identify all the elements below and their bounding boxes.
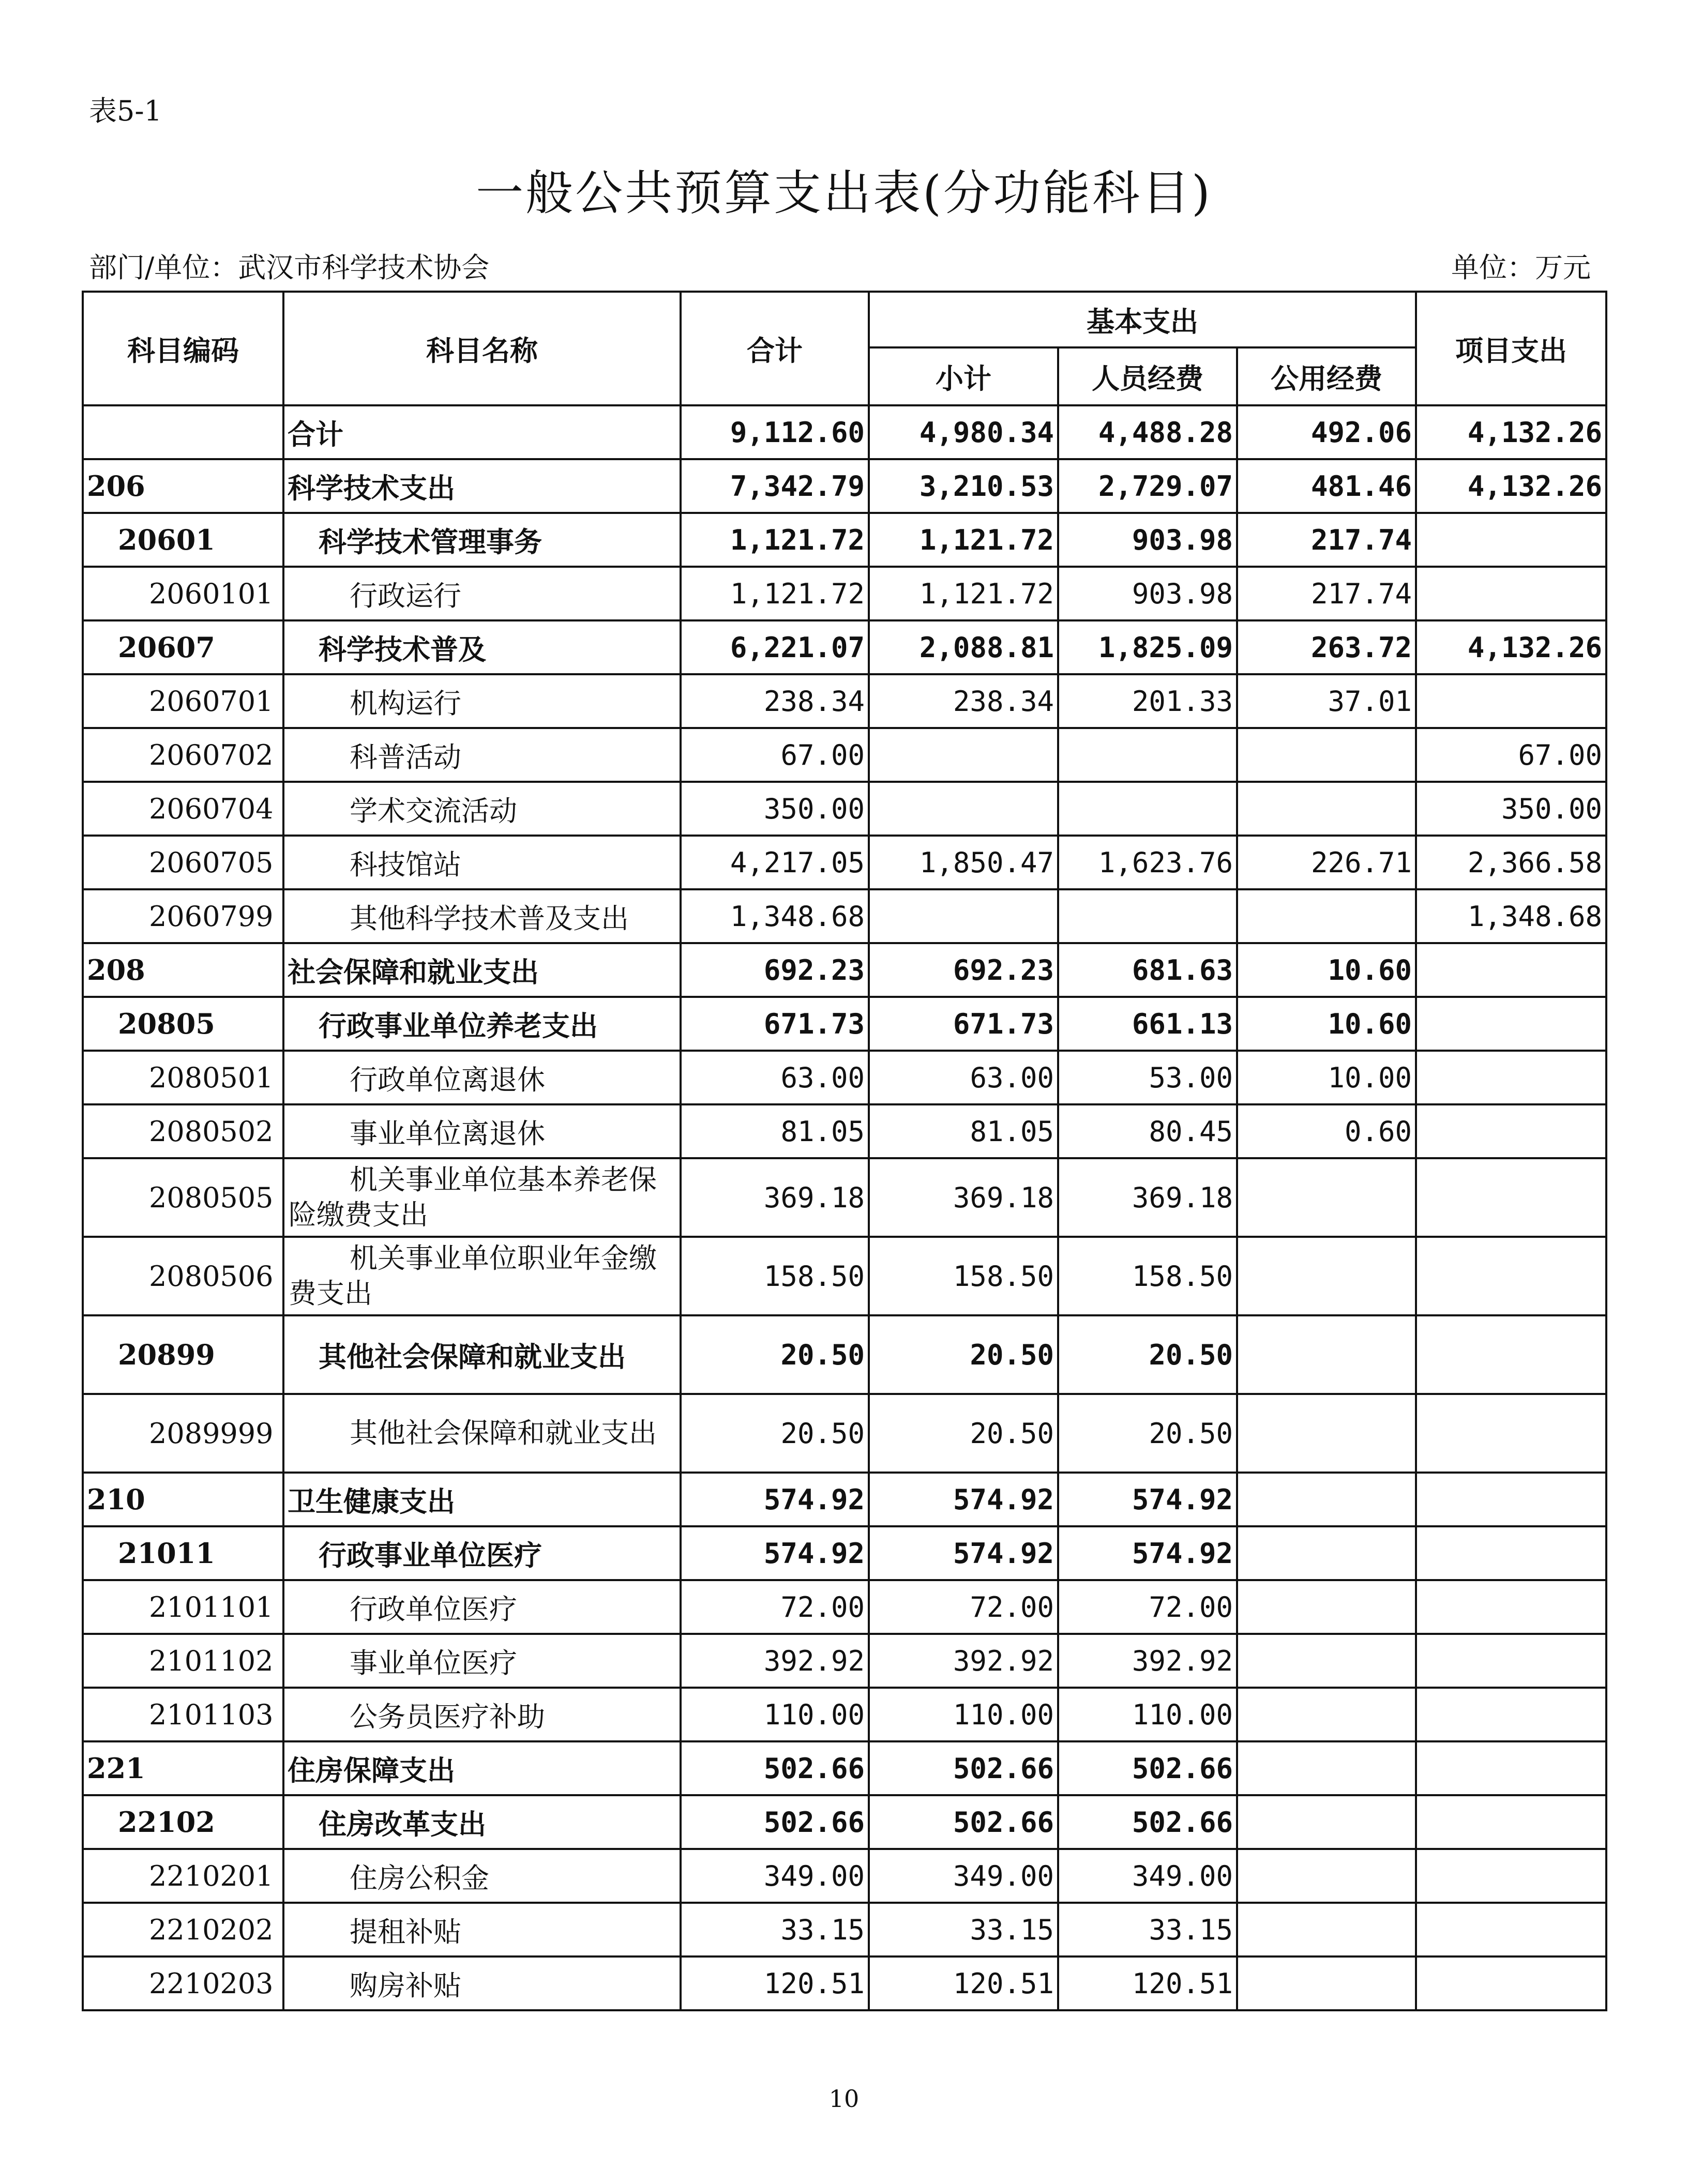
code-cell: 21011 [83,1526,283,1580]
name-cell: 行政单位离退休 [283,1051,681,1104]
project-cell: 2,366.58 [1416,836,1606,889]
name-cell: 其他科学技术普及支出 [283,889,681,943]
table-body [83,405,1606,2010]
code-cell: 2101103 [83,1688,283,1741]
subtotal-cell [869,889,1058,943]
unit-label: 单位：万元 [1451,251,1591,284]
public-cell [1237,782,1416,836]
table-row [83,1237,1606,1315]
personnel-cell: 72.00 [1058,1580,1237,1634]
name-cell: 科技馆站 [283,836,681,889]
personnel-cell: 574.92 [1058,1473,1237,1526]
public-cell [1237,1634,1416,1688]
total-cell: 4,217.05 [681,836,869,889]
code-cell: 2080502 [83,1104,283,1158]
subtotal-cell: 671.73 [869,997,1058,1051]
public-cell [1237,1903,1416,1957]
page-title: 一般公共预算支出表(分功能科目) [476,165,1212,221]
total-cell: 238.34 [681,674,869,728]
code-cell: 2210203 [83,1957,283,2010]
table-row [83,1957,1606,2010]
name-cell: 机构运行 [283,674,681,728]
total-cell: 9,112.60 [681,405,869,459]
subtotal-cell: 502.66 [869,1741,1058,1795]
total-cell: 63.00 [681,1051,869,1104]
total-cell: 72.00 [681,1580,869,1634]
table-row [83,1315,1606,1394]
total-cell: 67.00 [681,728,869,782]
code-cell: 2089999 [83,1394,283,1473]
subtotal-cell [869,728,1058,782]
project-cell [1416,1473,1606,1526]
table-row [83,1903,1606,1957]
total-cell: 110.00 [681,1688,869,1741]
project-cell [1416,1158,1606,1237]
table-number: 表5-1 [89,95,162,127]
code-cell: 2080506 [83,1237,283,1315]
table-row [83,1158,1606,1237]
name-cell: 科学技术管理事务 [283,513,681,567]
name-cell: 合计 [283,405,681,459]
table-row [83,889,1606,943]
personnel-cell: 201.33 [1058,674,1237,728]
subtotal-cell [869,782,1058,836]
name-cell: 其他社会保障和就业支出 [283,1315,681,1394]
personnel-cell: 1,825.09 [1058,620,1237,674]
subtotal-cell: 1,121.72 [869,567,1058,620]
name-cell: 行政事业单位医疗 [283,1526,681,1580]
project-cell [1416,1634,1606,1688]
total-cell: 158.50 [681,1237,869,1315]
table-row [83,620,1606,674]
header-subtotal: 小计 [869,347,1058,405]
name-cell: 科普活动 [283,728,681,782]
subtotal-cell: 349.00 [869,1849,1058,1903]
code-cell: 20601 [83,513,283,567]
personnel-cell: 80.45 [1058,1104,1237,1158]
table-row [83,1741,1606,1795]
table-row [83,1795,1606,1849]
public-cell [1237,728,1416,782]
project-cell: 4,132.26 [1416,459,1606,513]
personnel-cell: 53.00 [1058,1051,1237,1104]
public-cell: 10.00 [1237,1051,1416,1104]
project-cell [1416,1526,1606,1580]
total-cell: 369.18 [681,1158,869,1237]
public-cell: 37.01 [1237,674,1416,728]
table-row [83,513,1606,567]
total-cell: 350.00 [681,782,869,836]
name-cell: 住房公积金 [283,1849,681,1903]
total-cell: 20.50 [681,1315,869,1394]
code-cell: 2060705 [83,836,283,889]
code-cell: 20805 [83,997,283,1051]
code-cell: 20899 [83,1315,283,1394]
public-cell: 263.72 [1237,620,1416,674]
code-cell: 2080505 [83,1158,283,1237]
page-number: 10 [828,2085,860,2113]
name-cell: 购房补贴 [283,1957,681,2010]
public-cell: 492.06 [1237,405,1416,459]
table-row [83,405,1606,459]
total-cell: 502.66 [681,1795,869,1849]
project-cell [1416,1688,1606,1741]
name-cell: 行政事业单位养老支出 [283,997,681,1051]
subtotal-cell: 33.15 [869,1903,1058,1957]
project-cell [1416,674,1606,728]
public-cell [1237,1158,1416,1237]
code-cell: 2101101 [83,1580,283,1634]
personnel-cell: 681.63 [1058,943,1237,997]
personnel-cell: 33.15 [1058,1903,1237,1957]
subtotal-cell: 2,088.81 [869,620,1058,674]
total-cell: 6,221.07 [681,620,869,674]
code-cell: 2060101 [83,567,283,620]
public-cell [1237,1688,1416,1741]
total-cell: 33.15 [681,1903,869,1957]
code-cell: 2101102 [83,1634,283,1688]
project-cell: 1,348.68 [1416,889,1606,943]
total-cell: 81.05 [681,1104,869,1158]
personnel-cell: 903.98 [1058,513,1237,567]
table-row [83,782,1606,836]
code-cell [83,405,283,459]
code-cell: 20607 [83,620,283,674]
name-cell: 公务员医疗补助 [283,1688,681,1741]
subtotal-cell: 369.18 [869,1158,1058,1237]
total-cell: 574.92 [681,1526,869,1580]
code-cell: 2210201 [83,1849,283,1903]
personnel-cell [1058,728,1237,782]
project-cell [1416,1315,1606,1394]
table-row [83,836,1606,889]
department-label: 部门/单位：武汉市科学技术协会 [89,251,490,284]
name-cell: 学术交流活动 [283,782,681,836]
code-cell: 206 [83,459,283,513]
personnel-cell: 502.66 [1058,1795,1237,1849]
public-cell [1237,1526,1416,1580]
table-row [83,1688,1606,1741]
total-cell: 574.92 [681,1473,869,1526]
personnel-cell: 110.00 [1058,1688,1237,1741]
code-cell: 2060701 [83,674,283,728]
total-cell: 20.50 [681,1394,869,1473]
subtotal-cell: 63.00 [869,1051,1058,1104]
header-basic: 基本支出 [869,292,1416,347]
table-row [83,1634,1606,1688]
personnel-cell: 574.92 [1058,1526,1237,1580]
project-cell [1416,1849,1606,1903]
table-row [83,943,1606,997]
personnel-cell: 349.00 [1058,1849,1237,1903]
code-cell: 2060799 [83,889,283,943]
name-cell: 行政单位医疗 [283,1580,681,1634]
table-row [83,1051,1606,1104]
subtotal-cell: 574.92 [869,1526,1058,1580]
header-code: 科目编码 [83,292,283,405]
public-cell: 481.46 [1237,459,1416,513]
personnel-cell: 369.18 [1058,1158,1237,1237]
personnel-cell: 1,623.76 [1058,836,1237,889]
personnel-cell: 903.98 [1058,567,1237,620]
name-cell: 事业单位离退休 [283,1104,681,1158]
subtotal-cell: 158.50 [869,1237,1058,1315]
code-cell: 2060704 [83,782,283,836]
table-row [83,459,1606,513]
personnel-cell: 661.13 [1058,997,1237,1051]
name-cell: 科学技术普及 [283,620,681,674]
project-cell [1416,513,1606,567]
header-name: 科目名称 [283,292,681,405]
code-cell: 2080501 [83,1051,283,1104]
subtotal-cell: 4,980.34 [869,405,1058,459]
project-cell [1416,1394,1606,1473]
project-cell [1416,1795,1606,1849]
name-cell: 住房保障支出 [283,1741,681,1795]
total-cell: 1,121.72 [681,513,869,567]
public-cell: 10.60 [1237,997,1416,1051]
name-cell: 提租补贴 [283,1903,681,1957]
personnel-cell [1058,782,1237,836]
subtotal-cell: 20.50 [869,1394,1058,1473]
project-cell [1416,1957,1606,2010]
public-cell [1237,889,1416,943]
total-cell: 7,342.79 [681,459,869,513]
subtotal-cell: 110.00 [869,1688,1058,1741]
public-cell: 217.74 [1237,513,1416,567]
name-cell: 其他社会保障和就业支出 [283,1394,681,1473]
code-cell: 2060702 [83,728,283,782]
code-cell: 221 [83,1741,283,1795]
total-cell: 392.92 [681,1634,869,1688]
table-row [83,1526,1606,1580]
public-cell [1237,1394,1416,1473]
subtotal-cell: 20.50 [869,1315,1058,1394]
project-cell [1416,1580,1606,1634]
project-cell [1416,1903,1606,1957]
public-cell [1237,1237,1416,1315]
subtotal-cell: 120.51 [869,1957,1058,2010]
total-cell: 1,348.68 [681,889,869,943]
header-public: 公用经费 [1237,347,1416,405]
personnel-cell: 4,488.28 [1058,405,1237,459]
total-cell: 120.51 [681,1957,869,2010]
personnel-cell: 392.92 [1058,1634,1237,1688]
name-cell: 事业单位医疗 [283,1634,681,1688]
project-cell [1416,567,1606,620]
total-cell: 671.73 [681,997,869,1051]
subtotal-cell: 81.05 [869,1104,1058,1158]
personnel-cell: 158.50 [1058,1237,1237,1315]
subtotal-cell: 502.66 [869,1795,1058,1849]
personnel-cell: 20.50 [1058,1394,1237,1473]
name-cell: 科学技术支出 [283,459,681,513]
code-cell: 208 [83,943,283,997]
table-row [83,1849,1606,1903]
table-row [83,997,1606,1051]
public-cell [1237,1741,1416,1795]
header-project: 项目支出 [1416,292,1606,405]
table-row [83,728,1606,782]
subtotal-cell: 1,850.47 [869,836,1058,889]
code-cell: 22102 [83,1795,283,1849]
project-cell [1416,1051,1606,1104]
table-row [83,1104,1606,1158]
code-cell: 2210202 [83,1903,283,1957]
project-cell [1416,1104,1606,1158]
project-cell: 4,132.26 [1416,620,1606,674]
name-cell: 机关事业单位职业年金缴费支出 [283,1237,681,1315]
subtotal-cell: 392.92 [869,1634,1058,1688]
table-row [83,674,1606,728]
public-cell [1237,1580,1416,1634]
project-cell [1416,1741,1606,1795]
project-cell: 67.00 [1416,728,1606,782]
public-cell: 217.74 [1237,567,1416,620]
project-cell [1416,997,1606,1051]
public-cell [1237,1849,1416,1903]
public-cell [1237,1473,1416,1526]
table-row [83,567,1606,620]
personnel-cell: 2,729.07 [1058,459,1237,513]
name-cell: 行政运行 [283,567,681,620]
code-cell: 210 [83,1473,283,1526]
name-cell: 卫生健康支出 [283,1473,681,1526]
name-cell: 机关事业单位基本养老保险缴费支出 [283,1158,681,1237]
subtotal-cell: 574.92 [869,1473,1058,1526]
project-cell [1416,943,1606,997]
personnel-cell [1058,889,1237,943]
subtotal-cell: 3,210.53 [869,459,1058,513]
project-cell: 350.00 [1416,782,1606,836]
subtotal-cell: 72.00 [869,1580,1058,1634]
subtotal-cell: 238.34 [869,674,1058,728]
total-cell: 502.66 [681,1741,869,1795]
public-cell [1237,1795,1416,1849]
public-cell: 226.71 [1237,836,1416,889]
header-total: 合计 [681,292,869,405]
project-cell: 4,132.26 [1416,405,1606,459]
header-personnel: 人员经费 [1058,347,1237,405]
subtotal-cell: 1,121.72 [869,513,1058,567]
personnel-cell: 20.50 [1058,1315,1237,1394]
table-row [83,1473,1606,1526]
total-cell: 1,121.72 [681,567,869,620]
total-cell: 349.00 [681,1849,869,1903]
public-cell: 10.60 [1237,943,1416,997]
table-row [83,1394,1606,1473]
subtotal-cell: 692.23 [869,943,1058,997]
total-cell: 692.23 [681,943,869,997]
personnel-cell: 502.66 [1058,1741,1237,1795]
table-row [83,1580,1606,1634]
name-cell: 住房改革支出 [283,1795,681,1849]
budget-table [82,291,1607,2011]
name-cell: 社会保障和就业支出 [283,943,681,997]
personnel-cell: 120.51 [1058,1957,1237,2010]
public-cell: 0.60 [1237,1104,1416,1158]
public-cell [1237,1957,1416,2010]
project-cell [1416,1237,1606,1315]
public-cell [1237,1315,1416,1394]
